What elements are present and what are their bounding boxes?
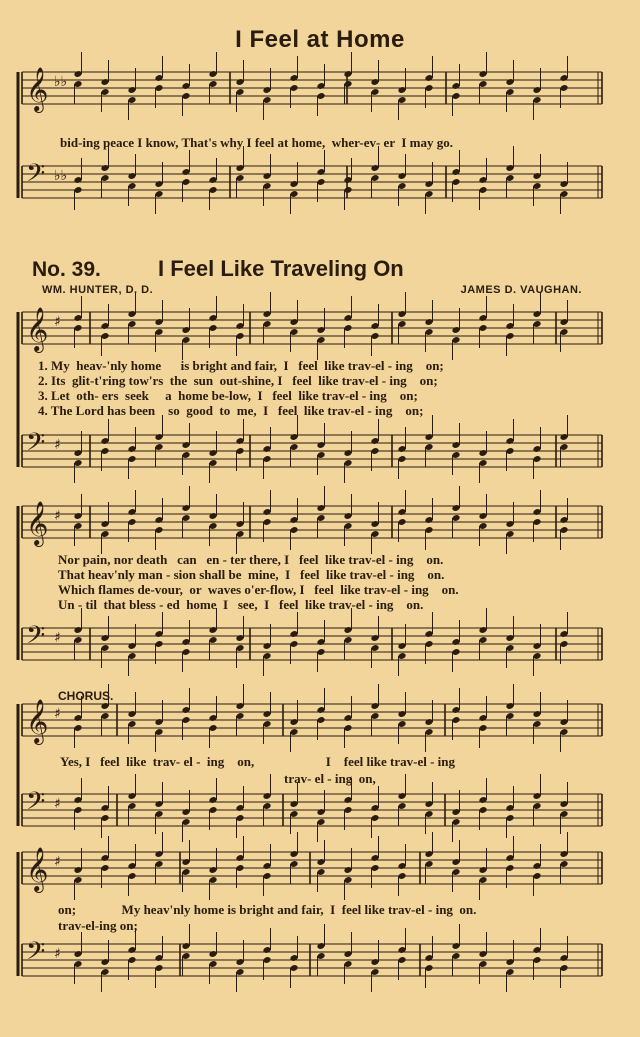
svg-text:𝄞: 𝄞 bbox=[26, 699, 49, 743]
chorus-lyric-line: Yes, I feel like trav- el - ing on, I feel like trav-el - ing bbox=[60, 754, 455, 769]
svg-text:𝄞: 𝄞 bbox=[26, 67, 49, 111]
verse-line: Un - til that bless - ed home I see, I feel like trav-el - ing on. bbox=[58, 597, 424, 612]
top-hymn-lyric: bid-ing peace I know, That's why I feel at home, wher-ev- er I may go. bbox=[60, 135, 454, 150]
lyricist-credit: WM. HUNTER, D. D. bbox=[42, 284, 154, 296]
svg-text:♯: ♯ bbox=[54, 796, 61, 812]
chorus-label: CHORUS. bbox=[58, 689, 114, 703]
svg-text:♯: ♯ bbox=[54, 706, 61, 722]
verse-line: That heav'nly man - sion shall be mine, I feel like trav-el - ing on. bbox=[58, 567, 445, 582]
verse-line: 3. Let oth- ers seek a home be-low, I feel like trav-el - ing on; bbox=[38, 388, 418, 403]
svg-text:♯: ♯ bbox=[54, 946, 61, 962]
hymn-title: I Feel Like Traveling On bbox=[158, 256, 404, 281]
chorus-lyric-line: on; My heav'nly home is bright and fair, I feel like trav-el - ing on. bbox=[58, 902, 477, 917]
verse-line: Which flames de-vour, or waves o'er-flow, I feel like trav-el - ing on. bbox=[58, 582, 459, 597]
clefs bbox=[26, 67, 67, 972]
hymn-number: No. 39. bbox=[32, 258, 101, 281]
chorus-alto-line: trav-el-ing on; bbox=[58, 918, 138, 933]
composer-credit: JAMES D. VAUGHAN. bbox=[460, 284, 582, 296]
verse-line: 2. Its glit-t'ring tow'rs the sun out-shine, I feel like trav-el - ing on; bbox=[38, 373, 438, 388]
svg-text:𝄢: 𝄢 bbox=[26, 937, 46, 972]
svg-text:♭♭: ♭♭ bbox=[54, 168, 68, 184]
verse-line: Nor pain, nor death can en - ter there, I feel like trav-el - ing on. bbox=[58, 552, 444, 567]
svg-text:𝄢: 𝄢 bbox=[26, 428, 46, 463]
svg-text:♯: ♯ bbox=[54, 630, 61, 646]
svg-text:𝄢: 𝄢 bbox=[26, 621, 46, 656]
svg-text:♭♭: ♭♭ bbox=[54, 74, 68, 90]
top-hymn-title: I Feel at Home bbox=[235, 26, 405, 53]
chorus-alto-line: trav- el - ing on, bbox=[284, 771, 376, 786]
svg-text:♯: ♯ bbox=[54, 437, 61, 453]
svg-text:𝄞: 𝄞 bbox=[26, 307, 49, 351]
svg-text:♯: ♯ bbox=[54, 508, 61, 524]
svg-text:♯: ♯ bbox=[54, 314, 61, 330]
verse-line: 1. My heav-'nly home is bright and fair, I feel like trav-el - ing on; bbox=[38, 358, 444, 373]
svg-text:𝄞: 𝄞 bbox=[26, 847, 49, 891]
svg-text:♯: ♯ bbox=[54, 854, 61, 870]
svg-text:𝄞: 𝄞 bbox=[26, 501, 49, 545]
verse-line: 4. The Lord has been so good to me, I feel like trav-el - ing on; bbox=[38, 403, 424, 418]
svg-text:𝄢: 𝄢 bbox=[26, 787, 46, 822]
svg-text:𝄢: 𝄢 bbox=[26, 159, 46, 194]
